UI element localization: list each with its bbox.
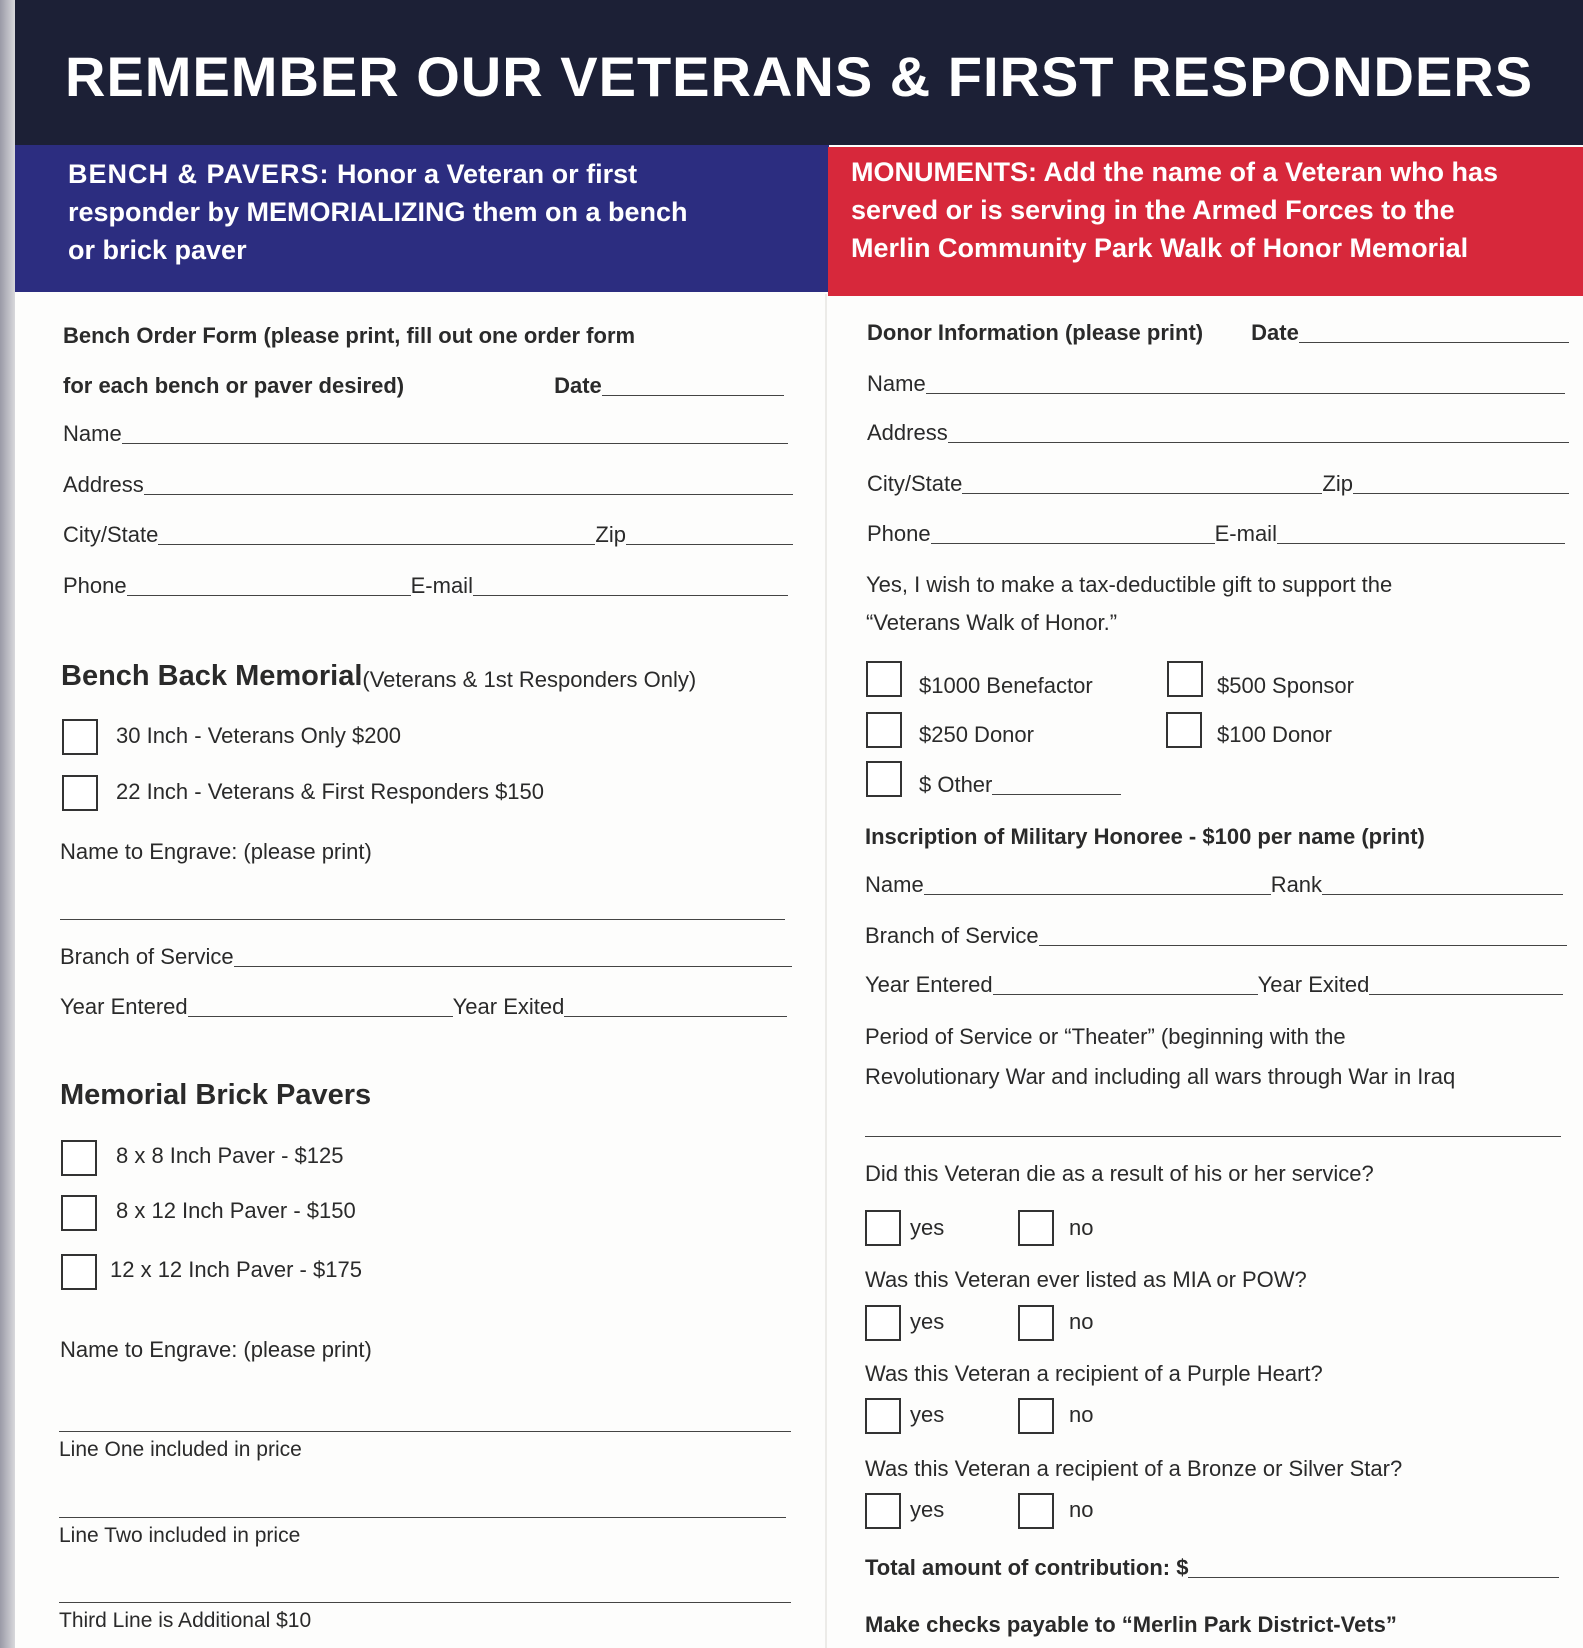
honoree-branch-row <box>865 920 1567 949</box>
zip-label: Zip <box>595 522 626 547</box>
mia-yes-label: yes <box>910 1309 945 1334</box>
honoree-name-label: Name <box>865 872 924 897</box>
page-edge <box>0 0 15 1648</box>
total-field[interactable] <box>1188 1577 1559 1578</box>
donor-phone-label: Phone <box>867 521 931 546</box>
died-no-checkbox[interactable] <box>1018 1210 1054 1246</box>
years-row <box>60 991 787 1020</box>
donor-heading-row <box>867 317 1569 346</box>
total-row <box>865 1552 1559 1581</box>
option-22-inch-label: 22 Inch - Veterans & First Responders $150 <box>116 779 545 804</box>
level-250-label: $250 Donor <box>919 722 1034 747</box>
donor-name-label: Name <box>867 371 926 396</box>
died-yes-label: yes <box>910 1215 945 1240</box>
pavers-heading: Memorial Brick Pavers <box>60 1079 372 1111</box>
name-label: Name <box>63 421 122 446</box>
paver-engrave-label: Name to Engrave: (please print) <box>60 1337 372 1362</box>
purple-no-checkbox[interactable] <box>1018 1398 1054 1434</box>
bench-engrave-label: Name to Engrave: (please print) <box>60 839 372 864</box>
option-8x12-label: 8 x 12 Inch Paver - $150 <box>116 1198 356 1223</box>
page-title: REMEMBER OUR VETERANS & FIRST RESPONDERS <box>65 45 1534 108</box>
address-row <box>63 469 793 498</box>
period-text-1: Period of Service or “Theater” (beginning with the <box>865 1024 1346 1049</box>
period-field[interactable] <box>865 1136 1561 1137</box>
purple-yes-label: yes <box>910 1402 945 1427</box>
monuments-band-text <box>851 153 1498 267</box>
mia-yes-checkbox[interactable] <box>865 1305 901 1341</box>
honoree-year-entered-field[interactable] <box>993 994 1258 995</box>
honoree-branch-label: Branch of Service <box>865 923 1039 948</box>
donor-city-field[interactable] <box>962 493 1322 494</box>
honoree-year-entered-label: Year Entered <box>865 972 993 997</box>
checkbox-1000[interactable] <box>866 661 902 697</box>
bench-back-note: (Veterans & 1st Responders Only) <box>362 667 697 692</box>
branch-field[interactable] <box>234 966 792 967</box>
paver-line-two-field[interactable] <box>59 1517 786 1518</box>
donor-address-label: Address <box>867 420 948 445</box>
checkbox-12x12[interactable] <box>61 1254 97 1290</box>
name-row <box>63 418 788 447</box>
bench-band-bold: BENCH & PAVERS: <box>68 159 330 189</box>
checkbox-8x12[interactable] <box>61 1195 97 1231</box>
line-three-note: Third Line is Additional $10 <box>59 1609 312 1632</box>
bench-back-title: Bench Back Memorial <box>61 660 363 692</box>
question-died: Did this Veteran die as a result of his or her service? <box>865 1161 1374 1186</box>
gift-text-2: “Veterans Walk of Honor.” <box>866 610 1118 635</box>
donor-email-label: E-mail <box>1214 521 1277 546</box>
honoree-year-exited-field[interactable] <box>1369 994 1563 995</box>
monuments-band-line3: Merlin Community Park Walk of Honor Memorial <box>851 233 1469 263</box>
level-100-label: $100 Donor <box>1217 722 1332 747</box>
date-field[interactable] <box>602 395 784 396</box>
honoree-branch-field[interactable] <box>1039 945 1567 946</box>
email-label: E-mail <box>410 573 473 598</box>
donor-zip-label: Zip <box>1322 471 1353 496</box>
option-12x12-label: 12 x 12 Inch Paver - $175 <box>110 1257 362 1282</box>
question-star: Was this Veteran a recipient of a Bronze or Silver Star? <box>865 1456 1403 1481</box>
donor-phone-field[interactable] <box>931 543 1215 544</box>
checkbox-500[interactable] <box>1167 661 1203 697</box>
question-mia: Was this Veteran ever listed as MIA or POW? <box>865 1267 1307 1292</box>
date-label: Date <box>554 373 602 398</box>
branch-label: Branch of Service <box>60 944 234 969</box>
star-yes-label: yes <box>910 1497 945 1522</box>
died-yes-checkbox[interactable] <box>865 1210 901 1246</box>
donor-name-field[interactable] <box>926 393 1565 394</box>
option-8x8-label: 8 x 8 Inch Paver - $125 <box>116 1143 344 1168</box>
phone-label: Phone <box>63 573 127 598</box>
bench-engrave-field[interactable] <box>60 919 785 920</box>
honoree-name-row <box>865 869 1563 898</box>
zip-field[interactable] <box>626 544 793 545</box>
line-one-note: Line One included in price <box>59 1438 302 1461</box>
donor-city-label: City/State <box>867 471 963 496</box>
honoree-year-exited-label: Year Exited <box>1257 972 1370 997</box>
checkbox-22-inch[interactable] <box>62 775 98 811</box>
year-entered-label: Year Entered <box>60 994 188 1019</box>
gift-text-1: Yes, I wish to make a tax-deductible gift to support the <box>866 572 1393 597</box>
bench-form-heading-2 <box>63 370 784 399</box>
mia-no-label: no <box>1069 1309 1094 1334</box>
paver-line-one-field[interactable] <box>59 1431 791 1432</box>
star-no-checkbox[interactable] <box>1018 1493 1054 1529</box>
checks-payable: Make checks payable to “Merlin Park District-Vets” <box>865 1612 1397 1637</box>
option-30-inch-label: 30 Inch - Veterans Only $200 <box>116 723 401 748</box>
donor-name-row <box>867 368 1565 397</box>
died-no-label: no <box>1069 1215 1094 1240</box>
heading-text: for each bench or paver desired) <box>63 373 405 398</box>
checkbox-30-inch[interactable] <box>62 719 98 755</box>
bench-band-text <box>68 155 688 269</box>
year-exited-field[interactable] <box>564 1016 787 1017</box>
donor-city-row <box>867 468 1569 497</box>
period-text-2: Revolutionary War and including all wars through War in Iraq <box>865 1064 1456 1089</box>
bench-back-heading <box>61 660 697 693</box>
line-two-note: Line Two included in price <box>59 1524 301 1547</box>
inscription-heading: Inscription of Military Honoree - $100 per name (print) <box>865 824 1425 849</box>
checkbox-8x8[interactable] <box>61 1140 97 1176</box>
bench-band-line2: responder by MEMORIALIZING them on a bench <box>68 197 688 227</box>
honoree-name-field[interactable] <box>924 894 1271 895</box>
honoree-years-row <box>865 969 1563 998</box>
total-label: Total amount of contribution: $ <box>865 1555 1189 1580</box>
name-field[interactable] <box>122 443 788 444</box>
donor-heading: Donor Information (please print) <box>867 320 1204 345</box>
purple-no-label: no <box>1069 1402 1094 1427</box>
bench-band-line1: Honor a Veteran or first <box>329 159 638 189</box>
star-no-label: no <box>1069 1497 1094 1522</box>
other-amount-field[interactable] <box>992 794 1121 795</box>
checkbox-250[interactable] <box>866 712 902 748</box>
donor-address-row <box>867 417 1569 446</box>
level-other-label: $ Other <box>919 772 993 797</box>
donor-email-field[interactable] <box>1277 543 1565 544</box>
question-purple-heart: Was this Veteran a recipient of a Purple Heart? <box>865 1361 1323 1386</box>
paver-line-three-field[interactable] <box>59 1602 791 1603</box>
checkbox-100[interactable] <box>1166 712 1202 748</box>
level-1000-label: $1000 Benefactor <box>919 673 1093 698</box>
rank-label: Rank <box>1270 872 1323 897</box>
star-yes-checkbox[interactable] <box>865 1493 901 1529</box>
city-field[interactable] <box>158 544 595 545</box>
bench-band-line3: or brick paver <box>68 235 247 265</box>
email-field[interactable] <box>473 595 788 596</box>
rank-field[interactable] <box>1322 894 1563 895</box>
donor-address-field[interactable] <box>948 442 1569 443</box>
address-field[interactable] <box>144 494 793 495</box>
level-500-label: $500 Sponsor <box>1217 673 1354 698</box>
year-exited-label: Year Exited <box>452 994 565 1019</box>
address-label: Address <box>63 472 144 497</box>
city-label: City/State <box>63 522 159 547</box>
mia-no-checkbox[interactable] <box>1018 1305 1054 1341</box>
bench-form-heading: Bench Order Form (please print, fill out one order form <box>63 323 636 348</box>
monuments-band-line1: MONUMENTS: Add the name of a Veteran who has <box>851 157 1499 187</box>
donor-zip-field[interactable] <box>1353 493 1569 494</box>
monuments-band-line2: served or is serving in the Armed Forces to the <box>851 195 1455 225</box>
donor-date-field[interactable] <box>1299 342 1569 343</box>
donor-date-label: Date <box>1251 320 1299 345</box>
fold-line <box>825 294 827 1648</box>
phone-field[interactable] <box>127 595 411 596</box>
other-row <box>919 769 1121 798</box>
checkbox-other[interactable] <box>866 761 902 797</box>
purple-yes-checkbox[interactable] <box>865 1398 901 1434</box>
city-row <box>63 519 793 548</box>
year-entered-field[interactable] <box>188 1016 453 1017</box>
donor-phone-row <box>867 518 1565 547</box>
phone-row <box>63 570 788 599</box>
branch-row <box>60 941 792 970</box>
